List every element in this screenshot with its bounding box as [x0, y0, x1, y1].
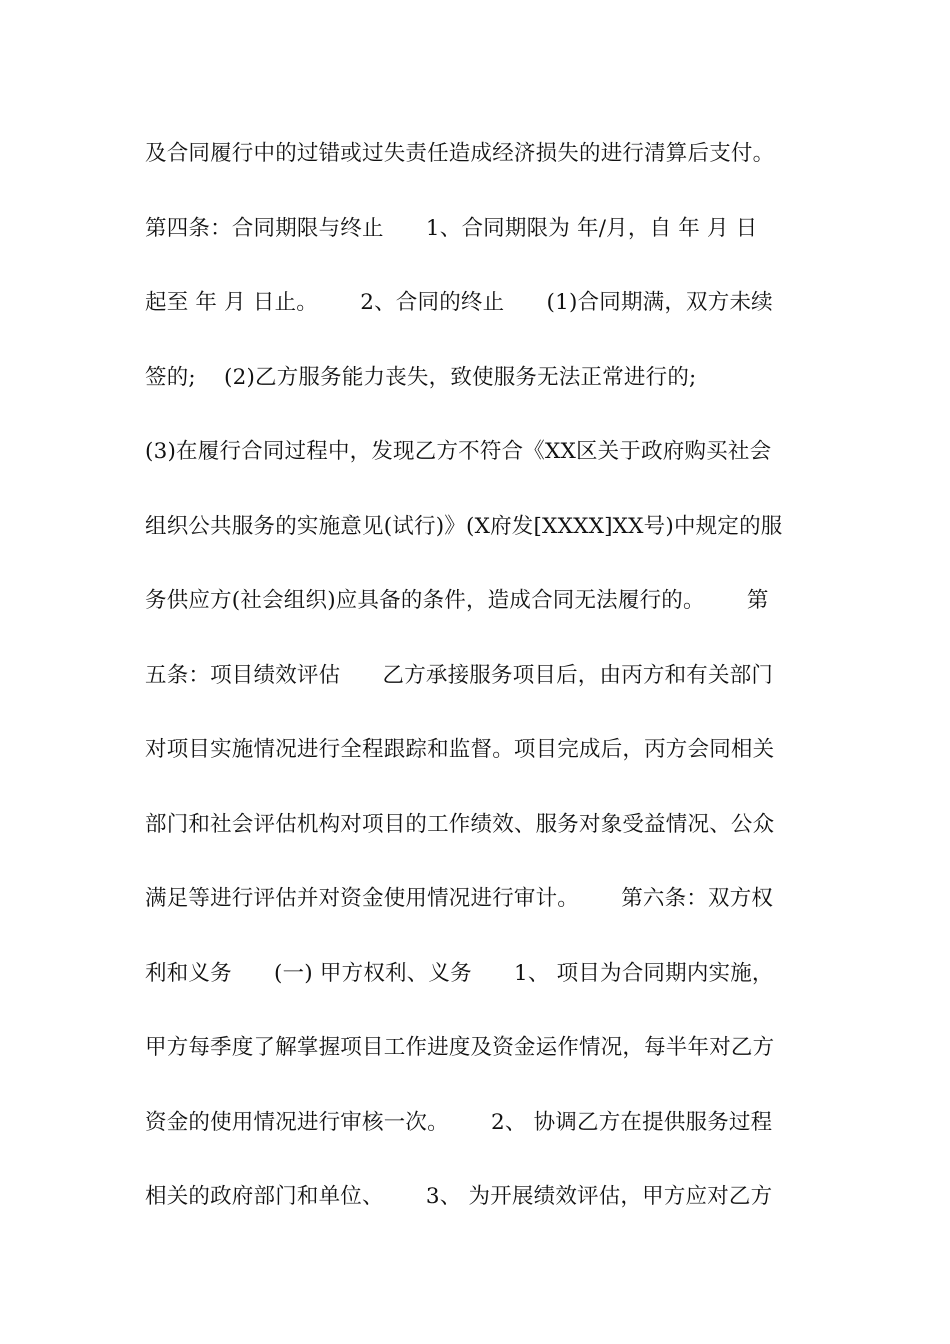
text-line: 甲方每季度了解掌握项目工作进度及资金运作情况，每半年对乙方: [145, 1035, 775, 1060]
text-line: 相关的政府部门和单位、 3、 为开展绩效评估，甲方应对乙方: [145, 1184, 773, 1209]
text-line: 签的; (2)乙方服务能力丧失，致使服务无法正常进行的;: [145, 364, 697, 390]
text-line: 部门和社会评估机构对项目的工作绩效、服务对象受益情况、公众: [145, 811, 775, 837]
text-line: 对项目实施情况进行全程跟踪和监督。项目完成后，丙方会同相关: [145, 737, 775, 762]
text-line: (3)在履行合同过程中，发现乙方不符合《XX区关于政府购买社会: [145, 439, 772, 464]
text-line: 第四条：合同期限与终止 1、合同期限为 年/月，自 年 月 日: [145, 215, 758, 241]
text-line: 组织公共服务的实施意见(试行)》(X府发[XXXX]XX号)中规定的服: [145, 513, 783, 539]
text-line: 满足等进行评估并对资金使用情况进行审计。 第六条：双方权: [145, 886, 774, 911]
document-body: [145, 130, 825, 1248]
text-line: 利和义务 (一) 甲方权利、义务 1、 项目为合同期内实施，: [145, 960, 774, 986]
text-line: 五条：项目绩效评估 乙方承接服务项目后，由丙方和有关部门: [145, 662, 774, 688]
text-line: 起至 年 月 日止。 2、合同的终止 (1)合同期满，双方未续: [145, 290, 773, 315]
text-line: 及合同履行中的过错或过失责任造成经济损失的进行清算后支付。: [145, 141, 775, 166]
text-line: 资金的使用情况进行审核一次。 2、 协调乙方在提供服务过程: [145, 1109, 773, 1135]
text-line: 务供应方(社会组织)应具备的条件，造成合同无法履行的。 第: [145, 588, 769, 613]
